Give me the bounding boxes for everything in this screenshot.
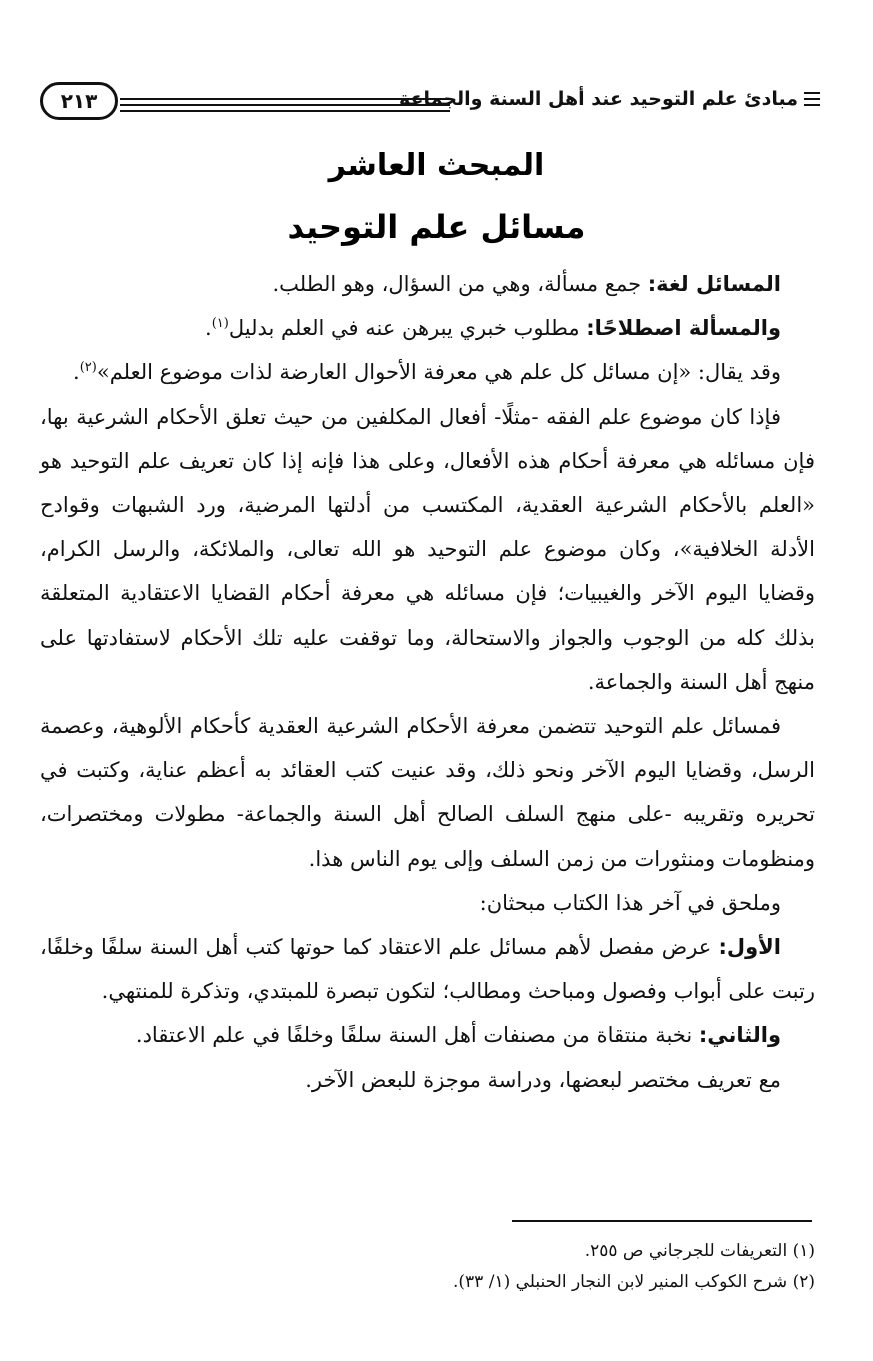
paragraph-text: فإذا كان موضوع علم الفقه -مثلًا- أفعال المكلفين من حيث تعلق الأحكام الشرعية بها، فإن مسائله هي معرفة أحكام هذه الأفعال، وعلى هذا فإنه إذا كان تعريف علم التوحيد هو «العلم بالأحكام الشرعية العقدية، المكتسب من أدلتها المرضية، ورد الشبهات وقوادح الأدلة الخلافية»، وكان موضوع علم التوحيد هو الله تعالى، والملائكة، والرسل الكرام، وقضايا اليوم الآخر والغيبيات؛ فإن مسائله هي معرفة أحكام القضايا الاعتقادية المتعلقة بذلك كله من الوجوب والجواز والاستحالة، وما توقفت عليه تلك الأحكام لاستفادتها على منهج أهل السنة والجماعة. bbox=[40, 404, 815, 694]
paragraph bbox=[40, 350, 815, 394]
chapter-heading: المبحث العاشر bbox=[328, 148, 545, 183]
footnote: (٢) شرح الكوكب المنير لابن النجار الحنبلي (١/ ٣٣). bbox=[453, 1272, 815, 1292]
paragraph-tail: . bbox=[73, 360, 80, 385]
paragraph bbox=[40, 925, 815, 1013]
page-number: ٢١٣ bbox=[40, 82, 118, 120]
header-ornament bbox=[804, 92, 820, 94]
paragraph-lead: الأول: bbox=[718, 935, 781, 960]
header-ornament bbox=[804, 98, 820, 100]
paragraph bbox=[40, 704, 815, 881]
header-rule bbox=[120, 110, 450, 112]
paragraph-text: وقد يقال: «إن مسائل كل علم هي معرفة الأحوال العارضة لذات موضوع العلم» bbox=[96, 360, 781, 385]
footnote-ref[interactable]: (١) bbox=[211, 316, 229, 332]
paragraph bbox=[40, 262, 815, 306]
footnote: (١) التعريفات للجرجاني ص ٢٥٥. bbox=[584, 1241, 815, 1261]
paragraph bbox=[40, 306, 815, 350]
paragraph-text: جمع مسألة، وهي من السؤال، وهو الطلب. bbox=[272, 272, 648, 296]
running-title: مبادئ علم التوحيد عند أهل السنة والجماعة bbox=[398, 88, 798, 110]
paragraph bbox=[40, 881, 815, 925]
paragraph-text: نخبة منتقاة من مصنفات أهل السنة سلفًا وخلفًا في علم الاعتقاد. bbox=[135, 1023, 699, 1048]
paragraph-text: مع تعريف مختصر لبعضها، ودراسة موجزة للبعض الآخر. bbox=[305, 1067, 781, 1092]
paragraph-text: عرض مفصل لأهم مسائل علم الاعتقاد كما حوتها كتب أهل السنة سلفًا وخلفًا، رتبت على أبواب وفصول ومباحث ومطالب؛ لتكون تبصرة للمبتدي، وتذكرة للمنتهي. bbox=[40, 935, 815, 1004]
section-title: مسائل علم التوحيد bbox=[287, 208, 586, 246]
paragraph-lead: والثاني: bbox=[698, 1023, 781, 1048]
body-text bbox=[40, 262, 815, 1102]
paragraph-text: مطلوب خبري يبرهن عنه في العلم بدليل bbox=[228, 316, 587, 341]
paragraph-lead: المسائل لغة: bbox=[647, 272, 781, 296]
paragraph bbox=[40, 395, 815, 704]
running-header bbox=[40, 80, 820, 124]
paragraph bbox=[40, 1058, 815, 1102]
paragraph-text: فمسائل علم التوحيد تتضمن معرفة الأحكام الشرعية العقدية كأحكام الألوهية، وعصمة الرسل، وقضايا اليوم الآخر ونحو ذلك، وقد عنيت كتب العقائد به أعظم عناية، وكتبت في تحريره وتقريبه -على منهج السلف الصالح أهل السنة والجماعة- مطولات ومختصرات، ومنظومات ومنثورات من زمن السلف وإلى يوم الناس هذا. bbox=[40, 714, 815, 871]
paragraph-lead: والمسألة اصطلاحًا: bbox=[586, 316, 781, 341]
footnote-separator bbox=[512, 1220, 812, 1222]
header-ornament bbox=[804, 104, 820, 106]
footnotes bbox=[40, 1236, 815, 1298]
footnote-ref[interactable]: (٢) bbox=[79, 360, 97, 376]
paragraph-tail: . bbox=[205, 316, 212, 341]
paragraph bbox=[40, 1013, 815, 1057]
paragraph-text: وملحق في آخر هذا الكتاب مبحثان: bbox=[479, 890, 781, 915]
